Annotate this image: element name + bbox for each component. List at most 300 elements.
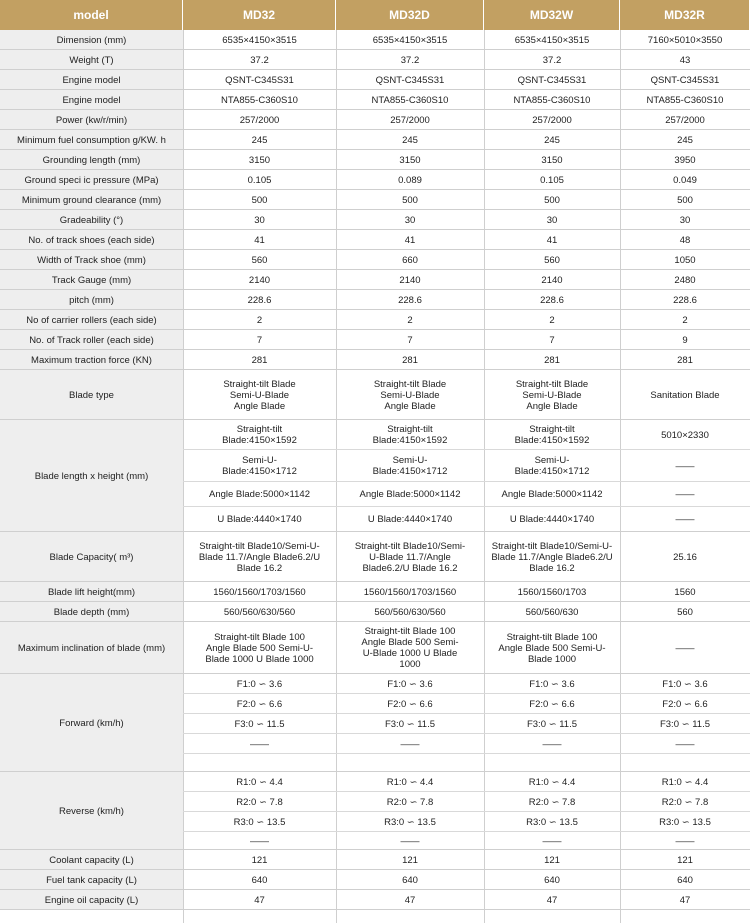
spec-row-label [0,130,183,150]
header-column-4 [620,0,750,30]
blade-length-row-value-text: U Blade:4440×1740 [217,514,302,525]
spec-row-value-text: 500 [402,194,418,206]
spec-row-value [183,190,336,210]
reverse-row-value [336,812,484,832]
reverse-row-value-text: R3:0 ∽ 13.5 [659,816,711,828]
spec-row-value-text: NTA855-C360S10 [513,94,591,106]
spec-row-value [336,50,484,70]
reverse-row-value [183,812,336,832]
capacity-row-value [336,890,484,910]
spec-row-value-text: 228.6 [398,294,422,306]
blade-row-label-text: Blade lift height(mm) [47,586,136,598]
spec-row-value-text: 660 [402,254,418,266]
max-inclination-row-value [183,622,336,674]
blade-row-value [336,602,484,622]
spec-row-value [484,70,620,90]
spec-row-value-text: 3150 [248,154,271,166]
reverse-row-value [336,832,484,850]
blade-length-row-value-text: Angle Blade:5000×1142 [501,489,603,500]
capacity-row-value [183,850,336,870]
forward-row-value [620,674,750,694]
forward-row-value [484,734,620,754]
spec-row-value [484,310,620,330]
spec-row-label-text: Dimension (mm) [56,34,127,46]
spec-row-value [336,30,484,50]
blade-capacity-row-value [620,532,750,582]
spec-row-value-text: 30 [546,214,558,226]
spec-row-value-text: 7 [549,334,555,346]
max-inclination-row-value-text: Straight-tilt Blade 100 Angle Blade 500 Semi- U-Blade 1000 U Blade 1000 [361,626,459,670]
blade-type-row-value [484,370,620,420]
spec-row-label-text: No. of Track roller (each side) [29,334,154,346]
spec-row-value [620,310,750,330]
spec-row-label-text: Ground speci ic pressure (MPa) [24,174,159,186]
spec-row-value-text: 0.105 [540,174,564,186]
reverse-row-value [336,772,484,792]
reverse-row-value-text: —— [675,835,695,847]
spec-row-value-text: 37.2 [250,54,269,66]
spec-row-value [484,330,620,350]
blade-row-value-text: 560/560/630/560 [223,606,296,618]
spec-row-label [0,310,183,330]
row-divider [0,909,750,910]
capacity-row-value [620,870,750,890]
reverse-row-value [183,792,336,812]
reverse-row-value [620,812,750,832]
forward-row-value-text: F2:0 ∽ 6.6 [529,698,575,710]
blade-row-value [183,582,336,602]
reverse-row-value-text: R2:0 ∽ 7.8 [528,796,576,808]
spec-row-value [183,150,336,170]
reverse-row-label-text: Reverse (km/h) [59,805,124,817]
spec-row-value-text: 37.2 [542,54,562,66]
blade-length-row-value-text: Straight-tilt Blade:4150×1592 [222,424,297,446]
spec-row-value [484,110,620,130]
blade-row-value-text: 560/560/630 [525,606,579,618]
spec-row-value [183,110,336,130]
spec-row-value-text: 6535×4150×3515 [222,34,297,46]
blade-length-row-value [336,420,484,450]
forward-row-value-text: F1:0 ∽ 3.6 [387,678,433,690]
forward-row-value [484,714,620,734]
forward-row-value [620,694,750,714]
blade-capacity-row-value [484,532,620,582]
blade-length-row-value [336,507,484,532]
capacity-row-value [484,890,620,910]
spec-row-value [336,250,484,270]
blade-row-value [183,602,336,622]
spec-row-label-text: Width of Track shoe (mm) [37,254,146,266]
spec-row-value-text: 257/2000 [532,114,572,126]
spec-row-value [183,290,336,310]
capacity-row-value [620,850,750,870]
blade-row-value-text: 560/560/630/560 [374,606,446,618]
spec-row-label [0,210,183,230]
blade-row-value-text: 1560 [674,586,696,598]
spec-row-value [484,130,620,150]
spec-row-value [620,330,750,350]
blade-capacity-row-value-text: Straight-tilt Blade10/Semi- U-Blade 11.7/Angle Blade6.2/U Blade 16.2 [354,540,466,574]
spec-row-value-text: 1050 [674,254,696,266]
spec-row-label-text: No. of track shoes (each side) [28,234,155,246]
blade-length-row-label-text: Blade length x height (mm) [34,470,149,482]
reverse-row-value-text: R1:0 ∽ 4.4 [661,776,709,788]
spec-row-value-text: 3950 [674,154,696,166]
spec-row-label-text: Gradeability (°) [59,214,124,226]
reverse-row-value-text: R2:0 ∽ 7.8 [661,796,709,808]
blade-length-row-value [620,450,750,482]
capacity-row-value [336,870,484,890]
spec-row-value-text: 2140 [541,274,563,286]
spec-row-value-text: 281 [402,354,418,366]
blade-length-row-value [620,482,750,507]
header-column-1 [183,0,336,30]
spec-row-value [183,90,336,110]
spec-row-value-text: 2 [407,314,413,326]
spec-row-label-text: No of carrier rollers (each side) [26,314,157,326]
spec-row-value-text: 41 [404,234,416,246]
spec-row-value-text: 3150 [399,154,421,166]
spec-row-value-text: QSNT-C345S31 [225,74,294,86]
blade-type-row-value [183,370,336,420]
forward-row-value-text: F3:0 ∽ 11.5 [234,718,285,730]
forward-row-value-text: F3:0 ∽ 11.5 [526,718,578,730]
spec-row-value [484,190,620,210]
spec-row-label [0,90,183,110]
header-model [0,0,183,30]
blade-length-row-value-text: —— [675,489,695,500]
spec-row-value [620,170,750,190]
reverse-row-value [484,792,620,812]
spec-row-value-text: NTA855-C360S10 [646,94,724,106]
forward-row-label [0,674,183,772]
forward-row-value [484,694,620,714]
blade-length-row-value-text: Semi-U- Blade:4150×1712 [514,455,590,477]
spec-row-value-text: 281 [677,354,693,366]
reverse-row-value [484,772,620,792]
blade-row-value-text: 560 [677,606,693,618]
blade-length-row-value [183,507,336,532]
reverse-row-value-text: R2:0 ∽ 7.8 [236,796,283,808]
spec-row-value-text: 30 [679,214,691,226]
capacity-row-label [0,890,183,910]
blade-row-value-text: 1560/1560/1703 [517,586,587,598]
spec-row-value-text: 7 [256,334,263,346]
capacity-row-value-text: 640 [677,874,693,886]
spec-row-value-text: 30 [254,214,265,226]
spec-row-label [0,190,183,210]
header-column-4-text: MD32R [664,7,705,22]
spec-row-value [620,110,750,130]
forward-row-value [620,754,750,772]
capacity-row-value [484,870,620,890]
blade-capacity-row-value-text: Straight-tilt Blade10/Semi-U- Blade 11.7/Angle Blade6.2/U Blade 16.2 [198,540,321,574]
capacity-row-value-text: 640 [402,874,418,886]
blade-length-row-value-text: U Blade:4440×1740 [367,514,453,525]
spec-row-value-text: 245 [677,134,693,146]
reverse-row-value [620,772,750,792]
capacity-row-value-text: 47 [404,894,416,906]
blade-type-row-value-text: Straight-tilt Blade Semi-U-Blade Angle Blade [515,378,589,412]
spec-row-value-text: 0.105 [247,174,272,186]
spec-row-label-text: Power (kw/r/min) [55,114,128,126]
spec-row-value-text: 9 [682,334,688,346]
capacity-row-value-text: 121 [677,854,693,866]
forward-row-value [620,734,750,754]
blade-type-row-value-text: Straight-tilt Blade Semi-U-Blade Angle Blade [373,378,447,412]
spec-row-value [620,250,750,270]
spec-row-label-text: Weight (T) [69,54,114,66]
forward-row-value [336,694,484,714]
spec-row-value-text: 37.2 [400,54,420,66]
spec-row-value [183,270,336,290]
blade-length-row-value [484,450,620,482]
spec-row-value [183,230,336,250]
forward-row-value-text: —— [542,738,562,750]
spec-row-value [336,170,484,190]
forward-row-label-text: Forward (km/h) [59,717,124,729]
capacity-row-value-text: 47 [254,894,265,906]
spec-row-value [336,230,484,250]
reverse-row-value-text: —— [400,835,420,847]
spec-row-value-text: 560 [251,254,268,266]
spec-row-value [484,290,620,310]
forward-row-value-text: —— [250,738,269,750]
blade-row-value-text: 1560/1560/1703/1560 [363,586,457,598]
forward-row-value [183,754,336,772]
capacity-row-label-text: Engine oil capacity (L) [44,894,139,906]
blade-capacity-row-value [183,532,336,582]
forward-row-value [183,734,336,754]
spec-row-value [484,250,620,270]
blade-length-row-value [183,420,336,450]
spec-row-value [336,90,484,110]
blade-row-label [0,602,183,622]
capacity-row-value [183,870,336,890]
reverse-row-value-text: R1:0 ∽ 4.4 [528,776,576,788]
spec-row-value [620,230,750,250]
spec-row-value [183,130,336,150]
forward-row-value-text: —— [400,738,420,750]
reverse-row-value-text: R2:0 ∽ 7.8 [386,796,434,808]
spec-row-label [0,170,183,190]
spec-row-value-text: 2480 [674,274,696,286]
blade-row-value [336,582,484,602]
spec-row-value [336,150,484,170]
capacity-row-value-text: 47 [679,894,691,906]
reverse-row-label [0,772,183,850]
blade-type-row-value [620,370,750,420]
blade-row-value [620,582,750,602]
blade-length-row-value-text: Angle Blade:5000×1142 [359,489,461,500]
spec-row-value [620,90,750,110]
spec-row-value [183,310,336,330]
spec-row-value [620,30,750,50]
blade-length-row-value [484,420,620,450]
blade-row-label [0,582,183,602]
spec-row-label [0,290,183,310]
spec-row-label-text: Track Gauge (mm) [51,274,132,286]
spec-row-value [336,350,484,370]
blade-capacity-row-value-text: 25.16 [673,551,697,563]
spec-row-label [0,150,183,170]
reverse-row-value [484,832,620,850]
spec-row-label [0,30,183,50]
blade-type-row-value-text: Sanitation Blade [650,389,720,401]
forward-row-value-text: F2:0 ∽ 6.6 [387,698,433,710]
capacity-row-value [183,890,336,910]
spec-row-value-text: 245 [544,134,560,146]
blade-capacity-row-value-text: Straight-tilt Blade10/Semi-U- Blade 11.7/Angle Blade6.2/U Blade 16.2 [491,540,613,574]
capacity-row-label [0,870,183,890]
spec-row-value [484,30,620,50]
spec-row-value [336,270,484,290]
spec-row-value [620,70,750,90]
spec-row-label-text: Engine model [62,74,121,86]
spec-row-value [620,190,750,210]
blade-length-row-value-text: Semi-U- Blade:4150×1712 [222,455,297,477]
spec-row-value [620,350,750,370]
blade-type-row-value-text: Straight-tilt Blade Semi-U-Blade Angle Blade [223,378,296,412]
forward-row-value [336,734,484,754]
header-column-1-text: MD32 [242,7,275,22]
spec-row-value [336,130,484,150]
blade-length-row-value-text: Straight-tilt Blade:4150×1592 [514,424,590,446]
forward-row-value-text: F1:0 ∽ 3.6 [529,678,575,690]
spec-row-value [336,210,484,230]
blade-row-value [620,602,750,622]
blade-length-row-value [336,482,484,507]
reverse-row-value [183,832,336,850]
capacity-row-value [620,890,750,910]
spec-row-value [620,50,750,70]
spec-row-value [484,150,620,170]
spec-row-value-text: 0.089 [398,174,422,186]
spec-row-value-text: 3150 [541,154,563,166]
spec-row-value [484,50,620,70]
spec-row-value-text: 228.6 [673,294,697,306]
reverse-row-value-text: R1:0 ∽ 4.4 [386,776,434,788]
spec-row-label-text: Minimum fuel consumption g/KW. h [17,134,166,146]
spec-row-value [484,170,620,190]
blade-length-row-label [0,420,183,532]
max-inclination-row-value [336,622,484,674]
spec-row-value [183,170,336,190]
forward-row-value [336,754,484,772]
blade-length-row-value [183,482,336,507]
capacity-row-value-text: 640 [544,874,560,886]
capacity-row-value [484,850,620,870]
blade-type-row-label [0,370,183,420]
blade-length-row-value-text: —— [675,514,695,525]
spec-row-value [336,310,484,330]
spec-row-label [0,230,183,250]
spec-row-label-text: Engine model [62,94,121,106]
blade-capacity-row-value [336,532,484,582]
spec-row-value [183,210,336,230]
capacity-row-value-text: 47 [546,894,558,906]
spec-row-value-text: 0.049 [673,174,697,186]
spec-row-value-text: 2 [549,314,555,326]
blade-length-row-value [620,420,750,450]
blade-row-value-text: 1560/1560/1703/1560 [213,586,306,598]
spec-row-value [183,70,336,90]
spec-row-value-text: NTA855-C360S10 [221,94,298,106]
spec-row-value [336,70,484,90]
spec-row-value-text: 2 [256,314,263,326]
spec-row-value-text: NTA855-C360S10 [371,94,449,106]
spec-row-value-text: 228.6 [540,294,564,306]
spec-row-value [336,330,484,350]
blade-type-row-value [336,370,484,420]
blade-length-row-value [620,507,750,532]
spec-row-label-text: pitch (mm) [69,294,114,306]
spec-row-value-text: 30 [404,214,416,226]
forward-row-value [620,714,750,734]
spec-row-value-text: 2140 [248,274,271,286]
header-column-2-text: MD32D [389,7,430,22]
blade-capacity-row-label [0,532,183,582]
reverse-row-value-text: R3:0 ∽ 13.5 [384,816,436,828]
capacity-row-label-text: Fuel tank capacity (L) [46,874,137,886]
max-inclination-row-value [484,622,620,674]
spec-row-label [0,110,183,130]
spec-row-value [620,130,750,150]
reverse-row-value-text: R1:0 ∽ 4.4 [236,776,283,788]
blade-length-row-value [336,450,484,482]
header-column-2 [336,0,484,30]
spec-row-value-text: 2140 [399,274,421,286]
max-inclination-row-value-text: —— [675,642,695,654]
blade-length-row-value [183,450,336,482]
spec-row-label-text: Grounding length (mm) [42,154,141,166]
spec-row-value-text: 6535×4150×3515 [372,34,448,46]
spec-row-value [484,230,620,250]
forward-row-value-text: F1:0 ∽ 3.6 [236,678,283,690]
header-model-text: model [73,7,109,22]
reverse-row-value [484,812,620,832]
spec-row-value-text: 43 [679,54,691,66]
spec-row-value-text: 560 [544,254,560,266]
blade-length-row-value-text: U Blade:4440×1740 [509,514,595,525]
capacity-row-value-text: 121 [251,854,268,866]
blade-length-row-value [484,482,620,507]
spec-row-value [484,90,620,110]
spec-row-value [484,350,620,370]
spec-row-label [0,270,183,290]
spec-row-value [620,210,750,230]
blade-length-row-value-text: Angle Blade:5000×1142 [209,489,310,500]
max-inclination-row-value-text: Straight-tilt Blade 100 Angle Blade 500 Semi-U- Blade 1000 [498,631,606,665]
forward-row-value-text: F1:0 ∽ 3.6 [662,678,708,690]
reverse-row-value [183,772,336,792]
forward-row-value-text: F3:0 ∽ 11.5 [384,718,436,730]
spec-row-value [183,30,336,50]
spec-row-value [620,150,750,170]
blade-row-value [484,602,620,622]
reverse-row-value-text: R3:0 ∽ 13.5 [526,816,578,828]
spec-row-label [0,330,183,350]
reverse-row-value-text: —— [542,835,562,847]
spec-row-value-text: 500 [251,194,268,206]
spec-row-value [484,270,620,290]
reverse-row-value [620,792,750,812]
forward-row-value [183,674,336,694]
reverse-row-value [620,832,750,850]
spec-row-value [336,110,484,130]
spec-row-value [336,290,484,310]
max-inclination-row-label [0,622,183,674]
